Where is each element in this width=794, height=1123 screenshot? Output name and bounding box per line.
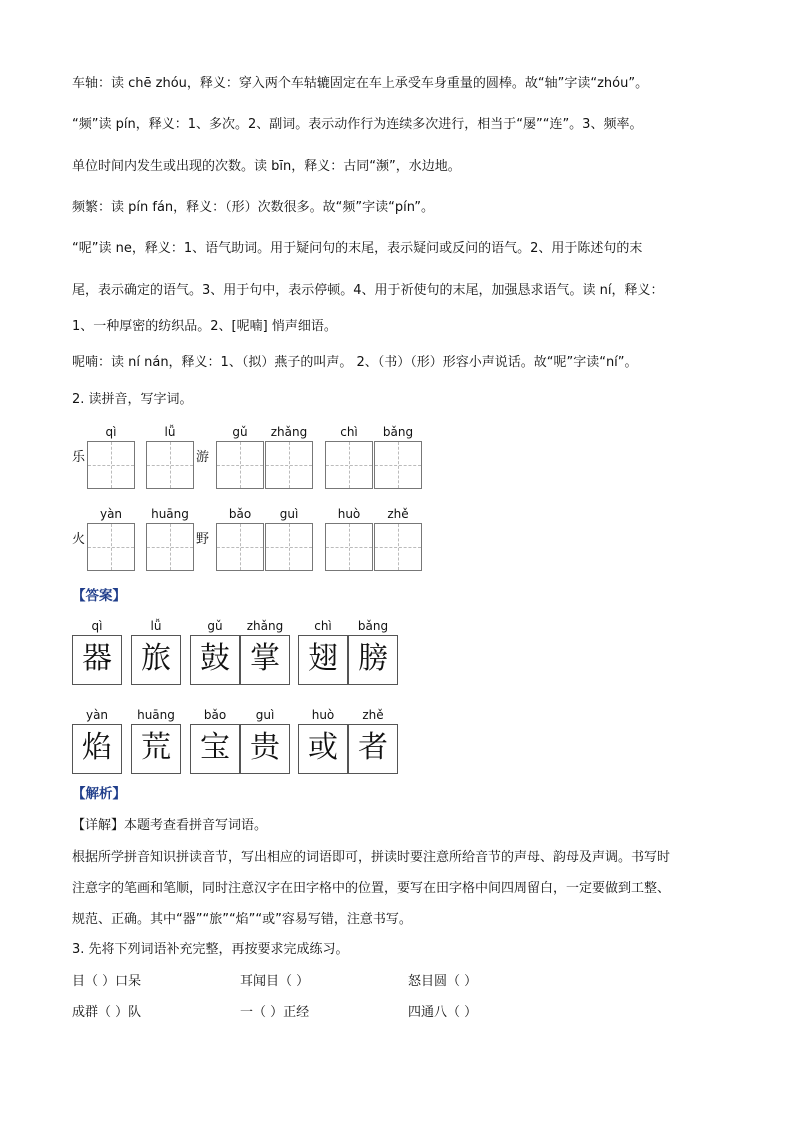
- q2-pinyin: yàn: [99, 507, 123, 521]
- fill-blank-item[interactable]: 成群（ ）队: [72, 1005, 142, 1020]
- q2-pinyin: zhě: [387, 507, 409, 521]
- analysis-detail-title: 【详解】本题考查看拼音写词语。: [72, 818, 268, 833]
- writing-grid-cell[interactable]: [265, 441, 313, 489]
- paragraph-pin-2: 单位时间内发生或出现的次数。读 bīn，释义：古同“濒”，水边地。: [72, 159, 461, 174]
- paragraph-ninan: 呢喃：读 ní nán，释义：1、（拟）燕子的叫声。 2、（书）（形）形容小声说话。故“呢”字读“ní”。: [72, 355, 638, 370]
- writing-grid-cell[interactable]: [374, 523, 422, 571]
- analysis-line: 规范、正确。其中“器”“旅”“焰”“或”容易写错，注意书写。: [72, 912, 412, 927]
- analysis-line: 注意字的笔画和笔顺，同时注意汉字在田字格中的位置，要写在田字格中间四周留白，一定要做到工整、: [72, 881, 671, 896]
- answer-pinyin: huāng: [137, 708, 175, 722]
- writing-grid-cell[interactable]: [87, 441, 135, 489]
- writing-grid-cell[interactable]: [146, 523, 194, 571]
- fill-blank-item[interactable]: 目（ ）口呆: [72, 974, 142, 989]
- answer-pinyin: zhǎng: [246, 619, 284, 633]
- writing-grid-cell[interactable]: [216, 441, 264, 489]
- paragraph-ne-1: “呢”读 ne，释义：1、语气助词。用于疑问句的末尾，表示疑问或反问的语气。2、用于陈述句的末: [72, 241, 643, 256]
- answer-char-box: 翅: [298, 635, 348, 685]
- answer-pinyin: zhě: [362, 708, 384, 722]
- writing-grid-cell[interactable]: [87, 523, 135, 571]
- analysis-line: 根据所学拼音知识拼读音节，写出相应的词语即可，拼读时要注意所给音节的声母、韵母及声调。书写时: [72, 850, 671, 865]
- answer-char-box: 或: [298, 724, 348, 774]
- answer-pinyin: gǔ: [207, 619, 223, 633]
- answer-char-box: 器: [72, 635, 122, 685]
- q2-row1-prefix-2: 游: [196, 450, 210, 465]
- paragraph-ne-2: 尾，表示确定的语气。3、用于句中，表示停顿。4、用于祈使句的末尾，加强恳求语气。读 ní，释义：: [72, 283, 664, 298]
- answer-char-box: 掌: [240, 635, 290, 685]
- answer-label: 【答案】: [72, 588, 126, 604]
- answer-pinyin: bǎo: [203, 708, 227, 722]
- q2-pinyin: zhǎng: [270, 425, 308, 439]
- answer-char-box: 宝: [190, 724, 240, 774]
- q2-pinyin: qì: [105, 425, 117, 439]
- analysis-label: 【解析】: [72, 786, 126, 802]
- answer-pinyin: yàn: [85, 708, 109, 722]
- answer-pinyin: guì: [255, 708, 275, 722]
- answer-char-box: 贵: [240, 724, 290, 774]
- paragraph-pinfan: 频繁：读 pín fán，释义：（形）次数很多。故“频”字读“pín”。: [72, 200, 434, 215]
- answer-char-box: 者: [348, 724, 398, 774]
- q2-pinyin: huāng: [151, 507, 189, 521]
- writing-grid-cell[interactable]: [325, 441, 373, 489]
- q2-row2-prefix-1: 火: [72, 532, 86, 547]
- paragraph-ne-3: 1、一种厚密的纺织品。2、[呢喃] 悄声细语。: [72, 319, 337, 334]
- paragraph-axle: 车轴：读 chē zhóu，释义：穿入两个车轱辘固定在车上承受车身重量的圆棒。故“轴”字读“zhóu”。: [72, 76, 649, 91]
- paragraph-pin-1: “频”读 pín，释义：1、多次。2、副词。表示动作行为连续多次进行，相当于“屡”“连”。3、频率。: [72, 117, 643, 132]
- writing-grid-cell[interactable]: [265, 523, 313, 571]
- q2-pinyin: bǎo: [228, 507, 252, 521]
- answer-char-box: 荒: [131, 724, 181, 774]
- q2-pinyin: chì: [340, 425, 358, 439]
- q2-pinyin: guì: [279, 507, 299, 521]
- answer-pinyin: lǚ: [150, 619, 162, 633]
- answer-char-box: 旅: [131, 635, 181, 685]
- q2-row1-prefix-1: 乐: [72, 450, 86, 465]
- question-2-title: 2. 读拼音，写字词。: [72, 392, 193, 407]
- answer-char-box: 膀: [348, 635, 398, 685]
- answer-char-box: 焰: [72, 724, 122, 774]
- fill-blank-item[interactable]: 怒目圆（ ）: [408, 974, 478, 989]
- writing-grid-cell[interactable]: [374, 441, 422, 489]
- answer-pinyin: chì: [314, 619, 332, 633]
- writing-grid-cell[interactable]: [146, 441, 194, 489]
- q2-pinyin: lǚ: [164, 425, 176, 439]
- answer-pinyin: bǎng: [357, 619, 389, 633]
- answer-pinyin: huò: [311, 708, 335, 722]
- answer-char-box: 鼓: [190, 635, 240, 685]
- q2-row2-prefix-2: 野: [196, 532, 210, 547]
- writing-grid-cell[interactable]: [216, 523, 264, 571]
- fill-blank-item[interactable]: 一（ ）正经: [240, 1005, 310, 1020]
- q2-pinyin: huò: [337, 507, 361, 521]
- answer-pinyin: qì: [91, 619, 103, 633]
- writing-grid-cell[interactable]: [325, 523, 373, 571]
- question-3-title: 3. 先将下列词语补充完整，再按要求完成练习。: [72, 942, 349, 957]
- q2-pinyin: gǔ: [232, 425, 248, 439]
- fill-blank-item[interactable]: 四通八（ ）: [408, 1005, 478, 1020]
- q2-pinyin: bǎng: [382, 425, 414, 439]
- fill-blank-item[interactable]: 耳闻目（ ）: [240, 974, 310, 989]
